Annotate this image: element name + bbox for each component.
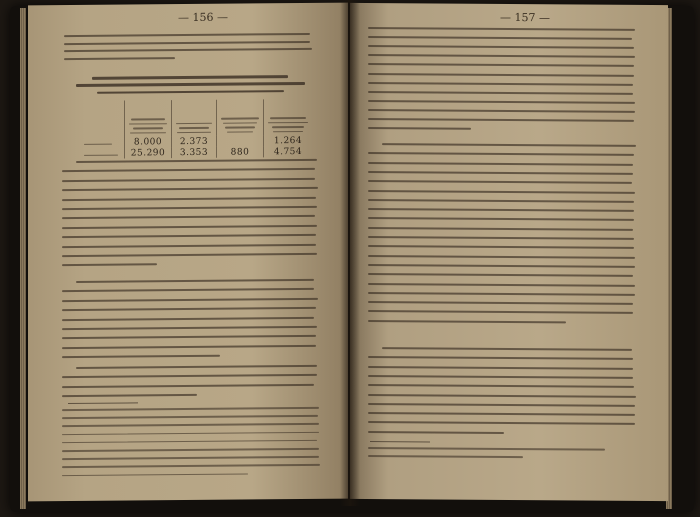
text-line — [62, 264, 157, 267]
text-line — [62, 407, 319, 411]
table-header-cell — [125, 100, 172, 136]
body-paragraph — [350, 3, 668, 5]
text-line — [368, 54, 635, 58]
text-line — [62, 316, 314, 320]
text-line — [368, 91, 633, 95]
text-line — [62, 431, 319, 435]
text-line — [62, 374, 317, 378]
text-line — [368, 255, 635, 259]
text-line — [64, 41, 310, 45]
text-line — [368, 127, 471, 130]
text-line — [62, 288, 314, 292]
text-line — [62, 440, 317, 444]
text-line — [62, 307, 316, 311]
text-line — [62, 456, 319, 460]
table-cell: 4.754 — [264, 146, 313, 157]
text-line — [368, 273, 633, 277]
text-line — [62, 464, 320, 468]
text-line — [368, 162, 633, 166]
right-page — [350, 3, 668, 501]
text-line — [368, 356, 633, 360]
text-line — [368, 199, 634, 203]
text-line — [76, 82, 305, 86]
table-header-cell — [264, 99, 313, 135]
text-line — [368, 217, 634, 221]
text-line — [76, 279, 314, 283]
table-row-label — [80, 148, 125, 159]
text-line — [368, 431, 504, 434]
page-number: — 157 — — [500, 10, 550, 25]
table-header-cell — [172, 100, 217, 136]
text-line — [62, 196, 316, 200]
text-line — [382, 143, 636, 147]
text-line — [368, 73, 634, 77]
text-line — [368, 310, 633, 314]
book-gutter — [340, 0, 360, 506]
table-cell: 1.264 — [264, 135, 313, 146]
text-line — [368, 190, 635, 194]
text-line — [368, 152, 634, 156]
text-line — [64, 33, 310, 37]
table-cell: 8.000 — [125, 136, 172, 147]
text-line — [62, 473, 248, 476]
text-line — [62, 234, 316, 238]
table-cell — [217, 135, 264, 146]
text-line — [368, 394, 636, 398]
text-line — [62, 326, 317, 330]
comparison-table — [80, 99, 312, 159]
footnotes — [28, 3, 348, 6]
text-line — [382, 347, 632, 351]
body-paragraph — [28, 3, 348, 6]
text-line — [62, 206, 317, 210]
table-caption — [28, 3, 348, 6]
text-line — [62, 168, 315, 172]
text-line — [62, 225, 317, 229]
table-header-row — [80, 99, 312, 137]
text-line — [62, 187, 318, 191]
text-line — [368, 375, 633, 379]
table-row — [80, 146, 312, 159]
text-line — [62, 215, 315, 219]
footnote-rule — [68, 402, 138, 404]
text-line — [368, 421, 635, 425]
page-number: — 156 — — [178, 10, 228, 25]
text-line — [368, 292, 635, 296]
text-line — [62, 448, 319, 452]
text-line — [368, 412, 635, 416]
text-line — [76, 365, 317, 369]
text-line — [62, 335, 316, 339]
text-line — [368, 63, 634, 67]
text-line — [64, 48, 312, 52]
text-line — [368, 320, 566, 323]
footnote-rule — [370, 441, 430, 442]
text-line — [76, 159, 317, 163]
text-line — [368, 36, 632, 40]
left-page — [28, 3, 348, 502]
text-line — [368, 455, 523, 458]
table-header-cell — [80, 101, 125, 137]
text-line — [97, 90, 284, 94]
text-line — [368, 227, 633, 231]
text-line — [62, 178, 315, 182]
text-line — [368, 27, 635, 31]
body-paragraph — [28, 3, 348, 6]
text-line — [64, 57, 175, 60]
text-line — [368, 384, 634, 388]
table-cell: 2.373 — [172, 136, 217, 147]
page-stack-left-edge — [20, 8, 26, 509]
text-line — [368, 447, 605, 450]
text-line — [62, 298, 318, 302]
table-row — [80, 135, 312, 148]
intro-paragraph — [28, 3, 348, 6]
text-line — [368, 180, 632, 184]
table-header-cell — [217, 99, 264, 135]
text-line — [368, 82, 633, 86]
text-line — [368, 366, 633, 370]
text-line — [368, 245, 634, 249]
text-line — [62, 394, 197, 397]
text-line — [368, 109, 635, 113]
table-cell: 25.290 — [125, 147, 172, 158]
body-paragraph — [28, 3, 348, 6]
table-cell: 880 — [217, 146, 264, 157]
text-line — [92, 75, 288, 79]
table-cell: 3.353 — [172, 147, 217, 158]
text-line — [62, 253, 317, 257]
text-line — [368, 171, 633, 175]
text-line — [368, 283, 635, 287]
text-line — [368, 45, 634, 49]
text-line — [368, 118, 634, 122]
text-line — [62, 345, 316, 349]
text-line — [62, 243, 316, 247]
text-line — [368, 100, 635, 104]
text-line — [62, 423, 319, 427]
text-line — [368, 236, 634, 240]
text-line — [368, 301, 633, 305]
table-row-label — [80, 137, 125, 148]
text-line — [368, 264, 635, 268]
text-line — [62, 355, 220, 358]
text-line — [62, 384, 314, 388]
text-line — [368, 208, 634, 212]
body-paragraph — [350, 3, 668, 5]
text-line — [62, 415, 318, 419]
text-line — [368, 403, 635, 407]
body-paragraph — [350, 3, 668, 5]
footnotes — [350, 3, 668, 5]
